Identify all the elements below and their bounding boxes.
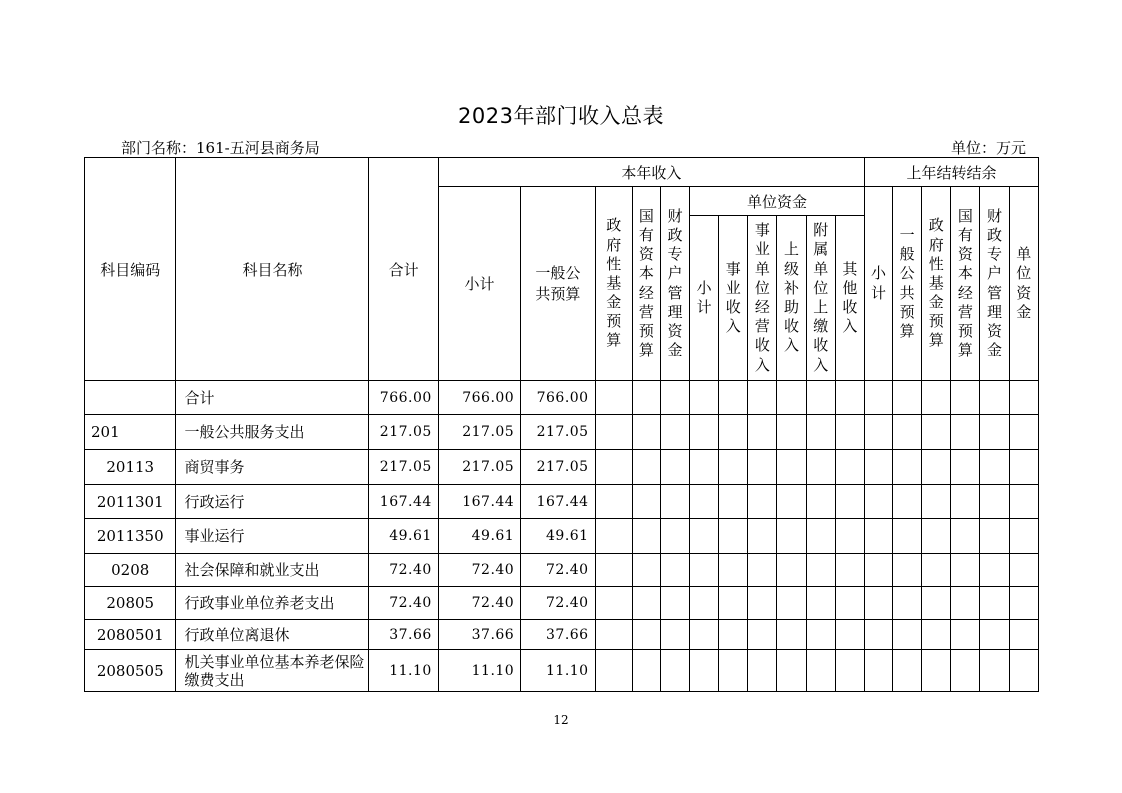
row-general-budget: 49.61 — [521, 519, 595, 554]
row-name: 一般公共服务支出 — [176, 415, 369, 450]
row-name: 事业运行 — [176, 519, 369, 554]
header-unit-subtotal: 小计 — [690, 216, 719, 381]
header-this-year: 本年收入 — [438, 158, 864, 187]
row-total: 217.05 — [369, 415, 438, 450]
row-general-budget: 217.05 — [521, 450, 595, 485]
row-code — [85, 381, 176, 415]
department-label: 部门名称：161-五河县商务局 — [121, 139, 320, 157]
table-row — [85, 519, 1039, 554]
header-name: 科目名称 — [176, 158, 369, 381]
row-code: 2011301 — [85, 485, 176, 519]
row-subtotal: 766.00 — [438, 381, 520, 415]
row-total: 766.00 — [369, 381, 438, 415]
row-subtotal: 37.66 — [438, 620, 520, 650]
row-subtotal: 72.40 — [438, 587, 520, 620]
income-summary-table — [84, 157, 1039, 692]
row-total: 217.05 — [369, 450, 438, 485]
row-subtotal: 217.05 — [438, 415, 520, 450]
unit-label: 单位：万元 — [950, 139, 1026, 157]
row-total: 49.61 — [369, 519, 438, 554]
header-gov-fund: 政府性基金预算 — [595, 187, 632, 381]
header-business-income: 事业收入 — [719, 216, 748, 381]
row-code: 2080505 — [85, 650, 176, 692]
header-other-income: 其他收入 — [835, 216, 864, 381]
table-row — [85, 485, 1039, 519]
row-subtotal: 217.05 — [438, 450, 520, 485]
header-ly-state-capital: 国有资本经营预算 — [951, 187, 980, 381]
row-code: 20805 — [85, 587, 176, 620]
row-general-budget: 217.05 — [521, 415, 595, 450]
row-general-budget: 72.40 — [521, 554, 595, 587]
page-number: 12 — [553, 713, 569, 727]
row-code: 2011350 — [85, 519, 176, 554]
header-ly-unit-funds: 单位资金 — [1009, 187, 1038, 381]
header-state-capital: 国有资本经营预算 — [632, 187, 660, 381]
row-name: 行政事业单位养老支出 — [176, 587, 369, 620]
table-row — [85, 587, 1039, 620]
header-unit-funds: 单位资金 — [690, 187, 865, 216]
table-row — [85, 450, 1039, 485]
header-operating-income: 事业单位经营收入 — [748, 216, 777, 381]
row-subtotal: 11.10 — [438, 650, 520, 692]
row-name: 机关事业单位基本养老保险缴费支出 — [176, 650, 369, 692]
row-general-budget: 167.44 — [521, 485, 595, 519]
row-code: 201 — [85, 415, 176, 450]
row-name: 商贸事务 — [176, 450, 369, 485]
header-subtotal: 小计 — [438, 187, 520, 381]
header-ly-general: 一般公共预算 — [893, 187, 922, 381]
row-code: 2080501 — [85, 620, 176, 650]
row-subtotal: 72.40 — [438, 554, 520, 587]
row-total: 11.10 — [369, 650, 438, 692]
header-total: 合计 — [369, 158, 438, 381]
row-general-budget: 11.10 — [521, 650, 595, 692]
header-ly-gov-fund: 政府性基金预算 — [922, 187, 951, 381]
header-superior-subsidy: 上级补助收入 — [777, 216, 806, 381]
header-ly-fiscal-special: 财政专户管理资金 — [980, 187, 1009, 381]
table-title: 2023年部门收入总表 — [458, 104, 664, 128]
header-ly-subtotal: 小计 — [864, 187, 892, 381]
row-general-budget: 37.66 — [521, 620, 595, 650]
row-name: 社会保障和就业支出 — [176, 554, 369, 587]
row-code: 20113 — [85, 450, 176, 485]
row-name: 行政运行 — [176, 485, 369, 519]
table-row — [85, 415, 1039, 450]
row-total: 72.40 — [369, 587, 438, 620]
header-fiscal-special: 财政专户管理资金 — [660, 187, 689, 381]
row-total: 167.44 — [369, 485, 438, 519]
row-name: 合计 — [176, 381, 369, 415]
row-code: 0208 — [85, 554, 176, 587]
row-subtotal: 167.44 — [438, 485, 520, 519]
row-subtotal: 49.61 — [438, 519, 520, 554]
row-name: 行政单位离退休 — [176, 620, 369, 650]
header-general-budget: 一般公共预算 — [521, 187, 595, 381]
table-row — [85, 554, 1039, 587]
table-row — [85, 650, 1039, 692]
row-general-budget: 766.00 — [521, 381, 595, 415]
row-general-budget: 72.40 — [521, 587, 595, 620]
header-last-year: 上年结转结余 — [864, 158, 1038, 187]
header-code: 科目编码 — [85, 158, 176, 381]
header-affiliated-income: 附属单位上缴收入 — [806, 216, 835, 381]
row-total: 37.66 — [369, 620, 438, 650]
row-total: 72.40 — [369, 554, 438, 587]
table-row — [85, 620, 1039, 650]
table-row — [85, 381, 1039, 415]
